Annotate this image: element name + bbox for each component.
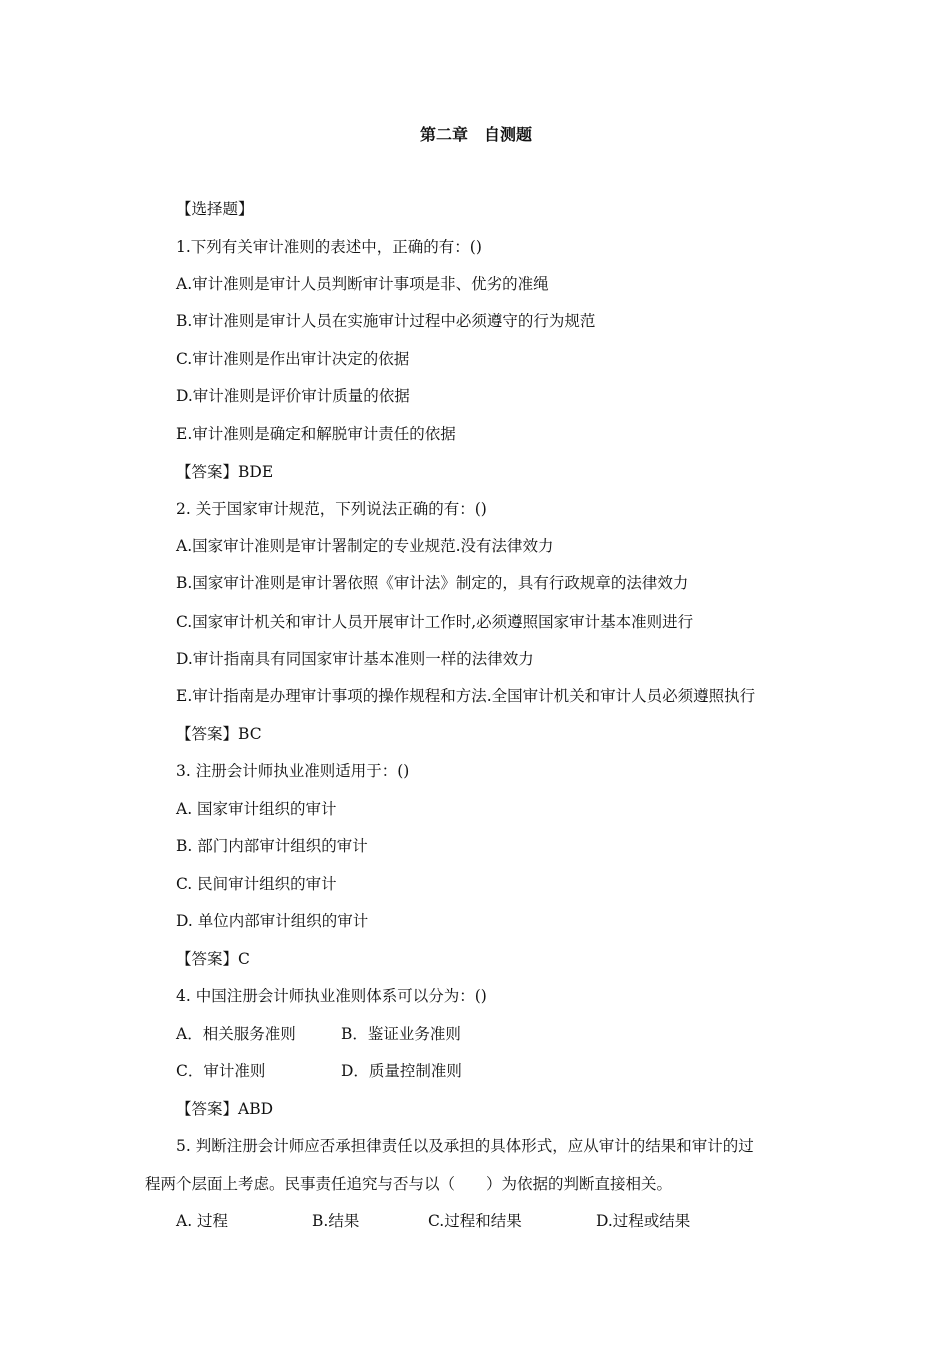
question-1-option-a: A.审计准则是审计人员判断审计事项是非、优劣的准绳 [176, 275, 549, 293]
question-1-option-c: C.审计准则是作出审计决定的依据 [176, 350, 410, 368]
answer-label: 【答案】 [176, 463, 239, 481]
question-1-option-b: B.审计准则是审计人员在实施审计过程中必须遵守的行为规范 [176, 312, 596, 330]
question-5-option-a: A. 过程 [176, 1212, 229, 1230]
question-2-option-d: D.审计指南具有同国家审计基本准则一样的法律效力 [176, 650, 534, 668]
question-2-stem: 2. 关于国家审计规范，下列说法正确的有：() [176, 500, 487, 518]
answer-label: 【答案】 [176, 1100, 239, 1118]
question-3-option-a: A. 国家审计组织的审计 [176, 800, 337, 818]
answer-label: 【答案】 [176, 725, 239, 743]
question-3-stem: 3. 注册会计师执业准则适用于：() [176, 762, 410, 780]
question-3-answer [176, 948, 250, 970]
question-4-option-a: A．相关服务准则 [176, 1025, 296, 1043]
question-4-option-d: D．质量控制准则 [341, 1062, 462, 1080]
answer-value: BC [238, 725, 262, 743]
question-3-option-d: D. 单位内部审计组织的审计 [176, 912, 369, 930]
question-5-option-c: C.过程和结果 [428, 1212, 522, 1230]
question-4-option-b: B．鉴证业务准则 [341, 1025, 461, 1043]
question-5-stem-line-2: 程两个层面上考虑。民事责任追究与否与以（ ）为依据的判断直接相关。 [145, 1175, 673, 1193]
question-4-option-c: C．审计准则 [176, 1062, 266, 1080]
question-2-option-a: A.国家审计准则是审计署制定的专业规范.没有法律效力 [176, 537, 554, 555]
question-2-option-b: B.国家审计准则是审计署依照《审计法》制定的，具有行政规章的法律效力 [176, 574, 689, 592]
question-5-option-b: B.结果 [312, 1212, 360, 1230]
question-5-option-d: D.过程或结果 [596, 1212, 691, 1230]
question-1-option-e: E.审计准则是确定和解脱审计责任的依据 [176, 425, 456, 443]
question-3-option-c: C. 民间审计组织的审计 [176, 875, 337, 893]
question-2-option-c: C.国家审计机关和审计人员开展审计工作时,必须遵照国家审计基本准则进行 [176, 613, 694, 631]
answer-value: ABD [238, 1100, 274, 1118]
answer-value: C [238, 950, 250, 968]
question-4-stem: 4. 中国注册会计师执业准则体系可以分为：() [176, 987, 487, 1005]
question-4-answer [176, 1098, 273, 1120]
answer-label: 【答案】 [176, 950, 239, 968]
question-3-option-b: B. 部门内部审计组织的审计 [176, 837, 368, 855]
question-1-stem: 1.下列有关审计准则的表述中，正确的有：() [176, 238, 482, 256]
page-title: 第二章 自测题 [419, 125, 532, 144]
answer-value: BDE [238, 463, 274, 481]
question-2-answer [176, 723, 262, 745]
question-2-option-e: E.审计指南是办理审计事项的操作规程和方法.全国审计机关和审计人员必须遵照执行 [176, 687, 756, 705]
question-1-option-d: D.审计准则是评价审计质量的依据 [176, 387, 410, 405]
section-heading: 【选择题】 [176, 200, 254, 218]
question-1-answer [176, 461, 273, 483]
question-5-stem-line-1: 5. 判断注册会计师应否承担律责任以及承担的具体形式，应从审计的结果和审计的过 [176, 1137, 754, 1155]
